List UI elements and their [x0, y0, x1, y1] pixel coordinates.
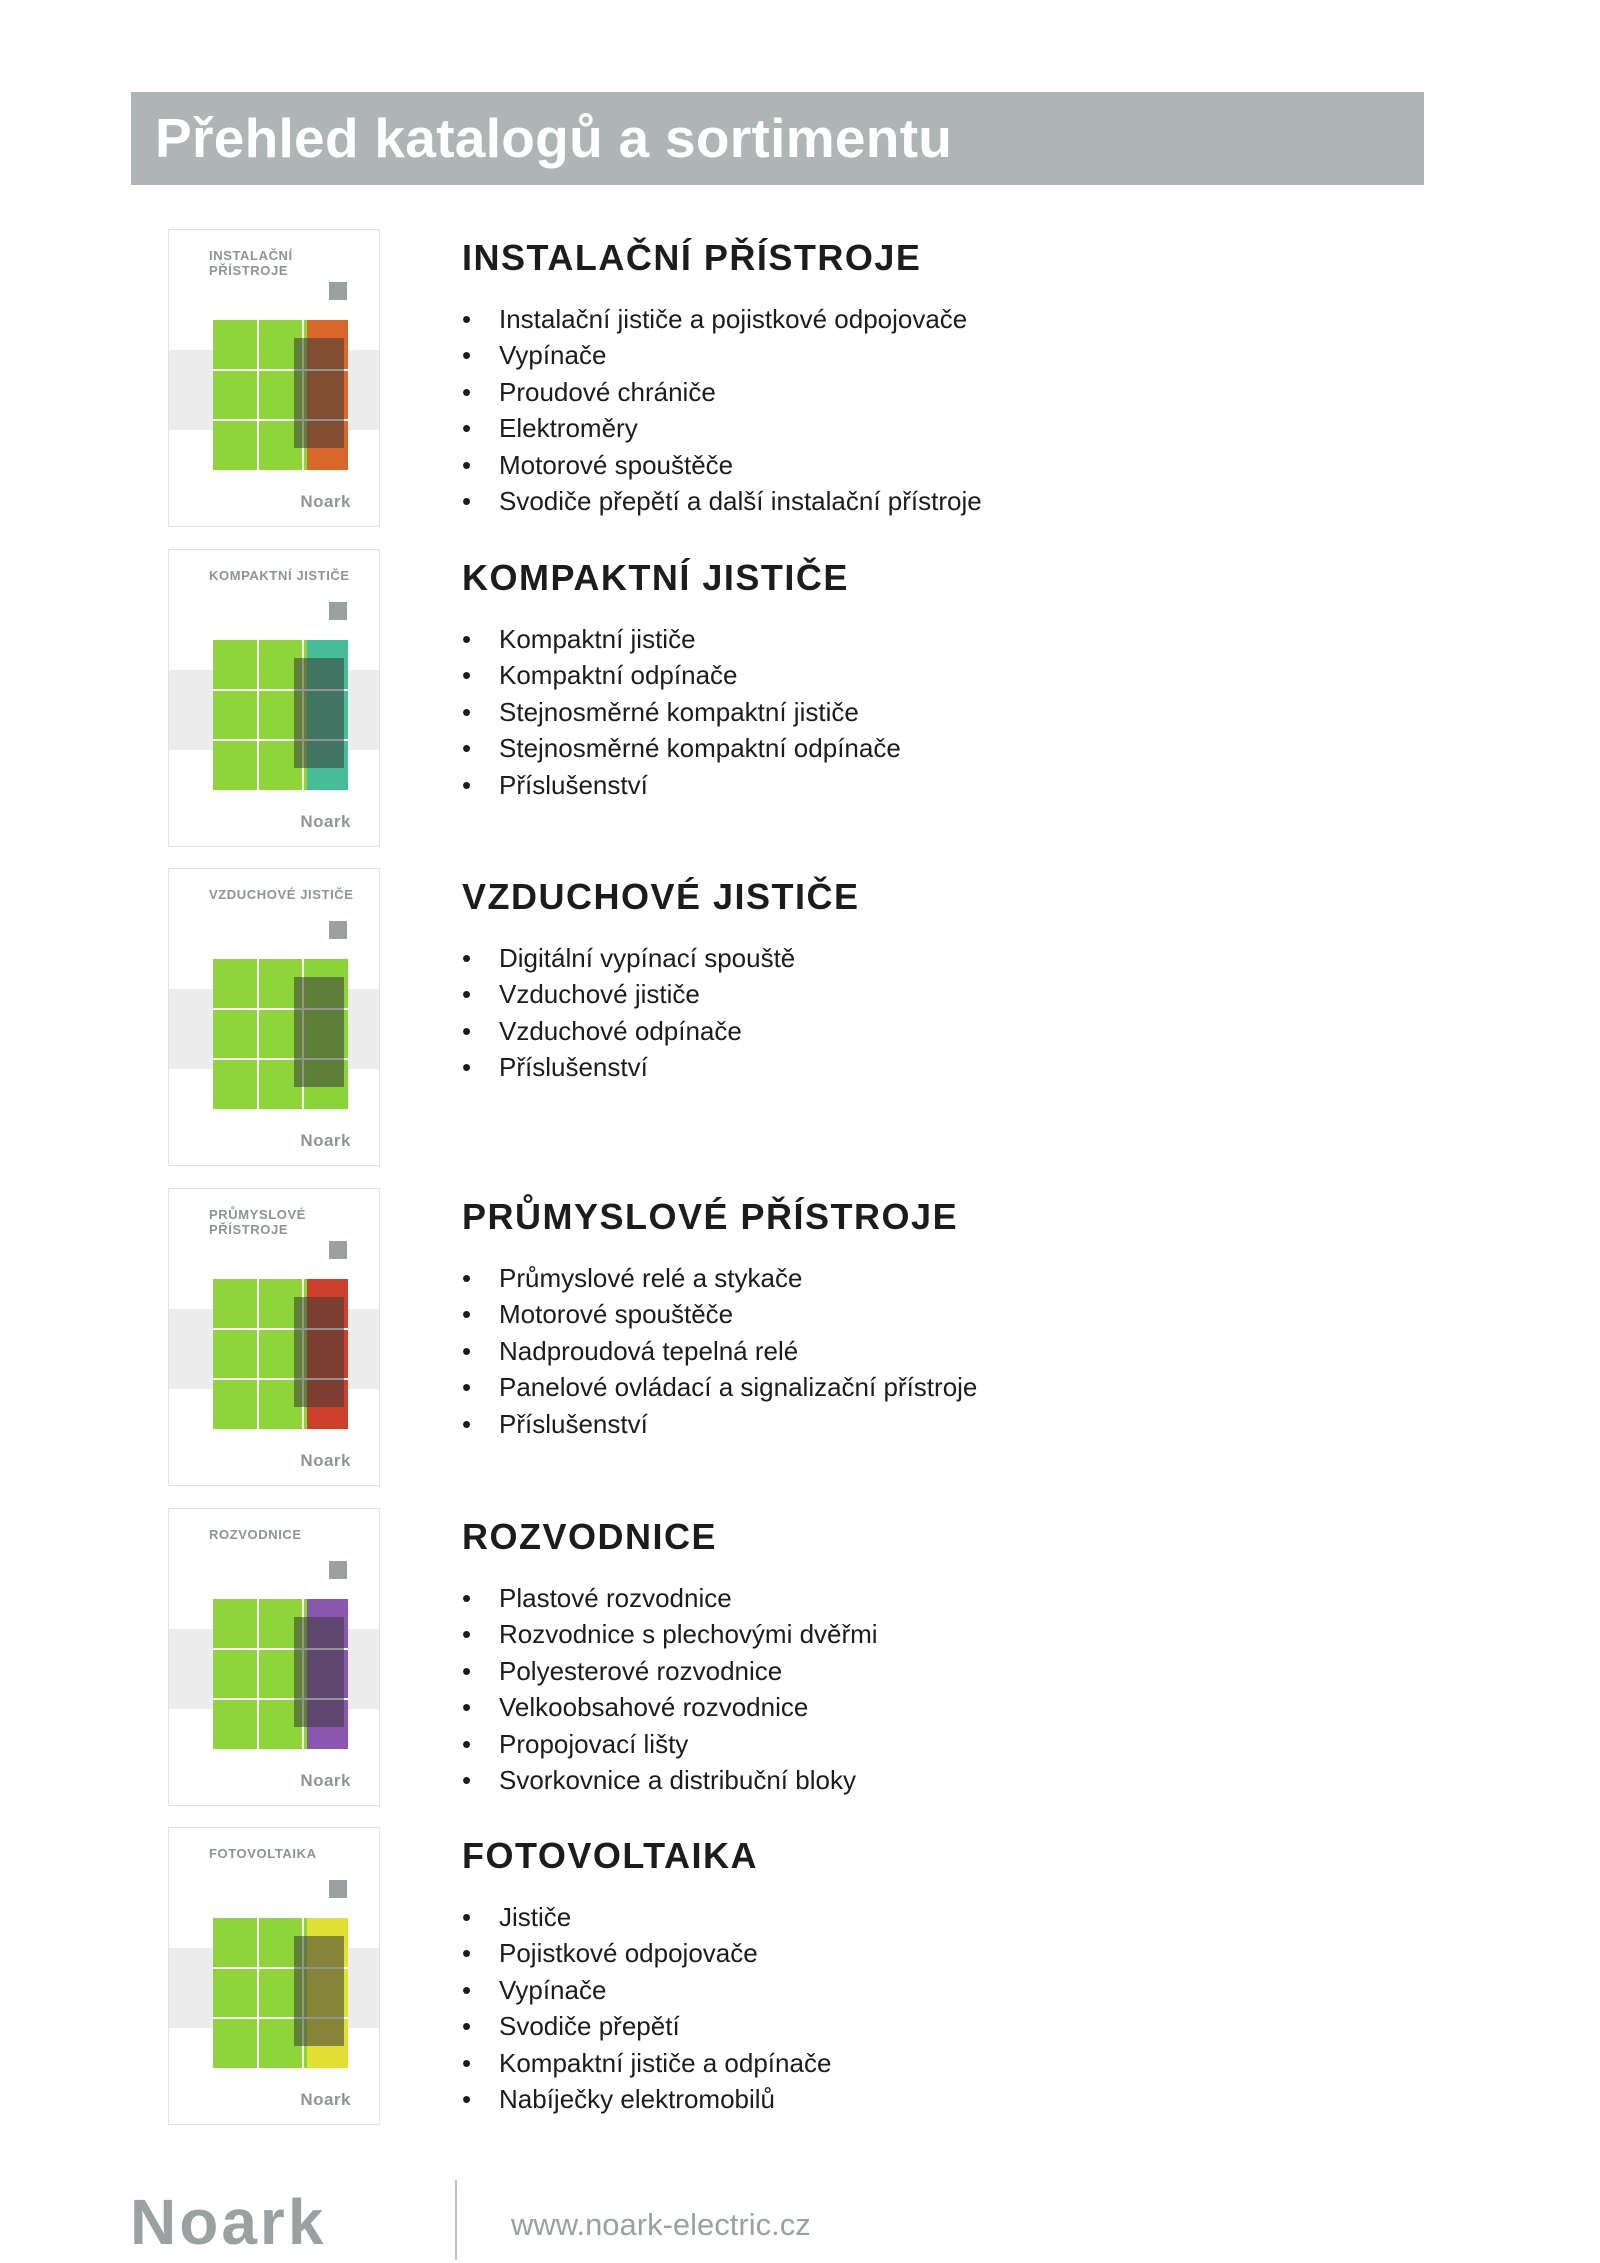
product-list-item: • Jističe: [462, 1899, 831, 1935]
product-list-item: • Polyesterové rozvodnice: [462, 1653, 878, 1689]
catalog-cover-title: PRŮMYSLOVÉ PŘÍSTROJE: [209, 1207, 307, 1237]
product-list-item: • Vypínače: [462, 337, 982, 373]
catalog-cover-title: VZDUCHOVÉ JISTIČE: [209, 887, 354, 902]
product-list-item: • Kompaktní jističe: [462, 621, 901, 657]
catalog-cover-artwork: [169, 1509, 380, 1806]
catalog-section: [168, 1508, 1368, 1808]
catalog-cover-brand-logo: Noark: [300, 1131, 351, 1150]
footer-website-link[interactable]: www.noark-electric.cz: [511, 2207, 811, 2242]
product-list-item: • Elektroměry: [462, 410, 982, 446]
product-list-item: • Průmyslové relé a stykače: [462, 1260, 977, 1296]
catalog-cover-title: FOTOVOLTAIKA: [209, 1846, 317, 1861]
product-list-item: • Příslušenství: [462, 1049, 795, 1085]
product-list-item: • Plastové rozvodnice: [462, 1580, 878, 1616]
catalog-cover-brand-logo: Noark: [300, 812, 351, 831]
product-list-item: • Svodiče přepětí: [462, 2008, 831, 2044]
catalog-cover-brand-logo: Noark: [300, 2090, 351, 2109]
page-title: Přehled katalogů a sortimentu: [155, 107, 953, 169]
catalog-section: [168, 1827, 1368, 2127]
product-list-item: • Vzduchové odpínače: [462, 1013, 795, 1049]
product-list-item: • Svodiče přepětí a další instalační přístroje: [462, 483, 982, 519]
product-list-item: • Instalační jističe a pojistkové odpojovače: [462, 301, 982, 337]
product-list: [462, 1899, 831, 2117]
catalog-cover-image[interactable]: [168, 1508, 380, 1806]
product-list-item: • Kompaktní jističe a odpínače: [462, 2045, 831, 2081]
catalog-cover-image[interactable]: [168, 1827, 380, 2125]
catalog-cover-title: INSTALAČNÍ PŘÍSTROJE: [209, 248, 293, 278]
catalog-section: [168, 1188, 1368, 1488]
section-title: KOMPAKTNÍ JISTIČE: [462, 557, 849, 598]
product-list-item: • Motorové spouštěče: [462, 1296, 977, 1332]
catalog-cover-brand-logo: Noark: [300, 1451, 351, 1470]
catalog-cover-image[interactable]: [168, 868, 380, 1166]
product-list: [462, 940, 795, 1086]
product-list-item: • Stejnosměrné kompaktní jističe: [462, 694, 901, 730]
catalog-cover-artwork: [169, 1828, 380, 2125]
section-title: INSTALAČNÍ PŘÍSTROJE: [462, 237, 922, 278]
section-title: ROZVODNICE: [462, 1516, 718, 1557]
product-list: [462, 1260, 977, 1442]
page-header-bar: [131, 92, 1424, 185]
product-list-item: • Panelové ovládací a signalizační přístroje: [462, 1369, 977, 1405]
catalog-section: [168, 549, 1368, 849]
footer-divider: [455, 2180, 457, 2260]
product-list: [462, 1580, 878, 1798]
product-list-item: • Propojovací lišty: [462, 1726, 878, 1762]
footer-logo: Noark: [130, 2186, 327, 2258]
catalog-cover-brand-logo: Noark: [300, 492, 351, 511]
product-list-item: • Nadproudová tepelná relé: [462, 1333, 977, 1369]
product-list-item: • Příslušenství: [462, 1406, 977, 1442]
catalog-cover-artwork: [169, 550, 380, 847]
product-list-item: • Vzduchové jističe: [462, 976, 795, 1012]
product-list-item: • Velkoobsahové rozvodnice: [462, 1689, 878, 1725]
catalog-cover-title: KOMPAKTNÍ JISTIČE: [209, 568, 350, 583]
product-list-item: • Rozvodnice s plechovými dvěřmi: [462, 1616, 878, 1652]
product-list-item: • Kompaktní odpínače: [462, 657, 901, 693]
catalog-cover-artwork: [169, 869, 380, 1166]
product-list: [462, 621, 901, 803]
product-list-item: • Stejnosměrné kompaktní odpínače: [462, 730, 901, 766]
product-list-item: • Motorové spouštěče: [462, 447, 982, 483]
catalog-cover-image[interactable]: [168, 1188, 380, 1486]
product-list-item: • Vypínače: [462, 1972, 831, 2008]
catalog-cover-title: ROZVODNICE: [209, 1527, 302, 1542]
product-list: [462, 301, 982, 519]
product-list-item: • Příslušenství: [462, 767, 901, 803]
catalog-cover-image[interactable]: [168, 229, 380, 527]
product-list-item: • Digitální vypínací spouště: [462, 940, 795, 976]
product-list-item: • Proudové chrániče: [462, 374, 982, 410]
catalog-section: [168, 229, 1368, 529]
section-title: PRŮMYSLOVÉ PŘÍSTROJE: [462, 1196, 959, 1237]
catalog-cover-brand-logo: Noark: [300, 1771, 351, 1790]
product-list-item: • Pojistkové odpojovače: [462, 1935, 831, 1971]
product-list-item: • Svorkovnice a distribuční bloky: [462, 1762, 878, 1798]
product-list-item: • Nabíječky elektromobilů: [462, 2081, 831, 2117]
catalog-cover-image[interactable]: [168, 549, 380, 847]
section-title: VZDUCHOVÉ JISTIČE: [462, 876, 860, 917]
section-title: FOTOVOLTAIKA: [462, 1835, 758, 1876]
catalog-section: [168, 868, 1368, 1168]
